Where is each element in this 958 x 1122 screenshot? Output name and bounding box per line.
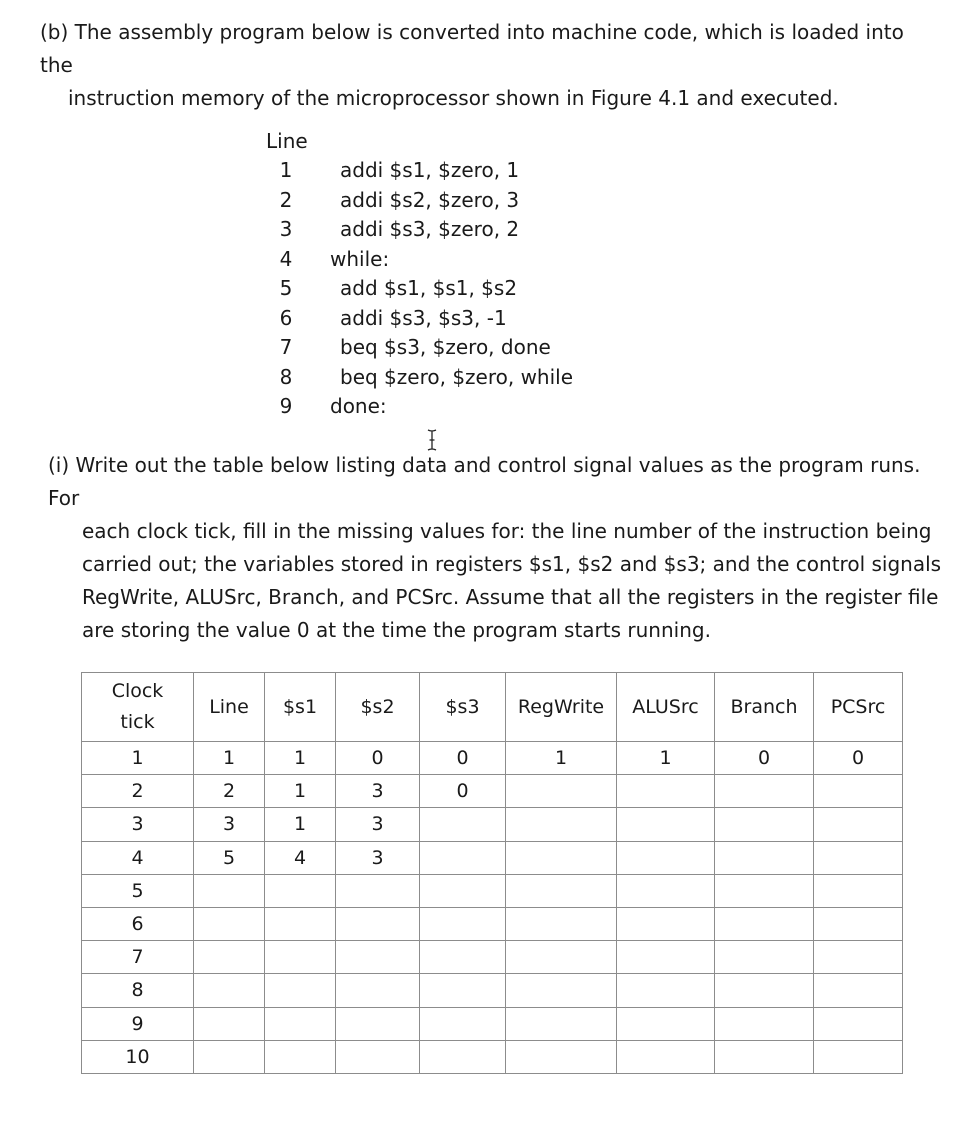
header-s3: $s3 <box>420 673 506 742</box>
cell-clock-tick: 6 <box>82 907 194 940</box>
cell-s1: 1 <box>265 808 336 841</box>
cell-s3 <box>420 1040 506 1073</box>
cell-regwrite <box>506 808 617 841</box>
cell-clock-tick: 1 <box>82 742 194 775</box>
cell-pcsrc <box>814 808 903 841</box>
cell-alusrc <box>617 907 715 940</box>
cell-alusrc <box>617 841 715 874</box>
cell-alusrc <box>617 1040 715 1073</box>
header-clock-tick: Clock tick <box>82 673 194 742</box>
cell-pcsrc <box>814 907 903 940</box>
header-line: Line <box>194 673 265 742</box>
question-i-line-5: are storing the value 0 at the time the program starts running. <box>82 618 711 642</box>
cell-pcsrc <box>814 1007 903 1040</box>
program-label: done: <box>330 394 387 418</box>
cell-s1 <box>265 874 336 907</box>
cell-s1 <box>265 907 336 940</box>
program-line-number: 1 <box>279 158 293 182</box>
cell-s3 <box>420 907 506 940</box>
cell-branch <box>715 941 814 974</box>
cell-s1: 4 <box>265 841 336 874</box>
cell-clock-tick: 4 <box>82 841 194 874</box>
program-line-number: 5 <box>279 276 293 300</box>
program-instruction: beq $zero, $zero, while <box>340 364 574 389</box>
cell-regwrite <box>506 941 617 974</box>
table-row <box>82 742 903 775</box>
question-i-line-2: each clock tick, fill in the missing values for: the line number of the instruction being <box>82 519 932 543</box>
cell-regwrite <box>506 775 617 808</box>
cell-alusrc <box>617 775 715 808</box>
table-row <box>82 974 903 1007</box>
header-regwrite: RegWrite <box>506 673 617 742</box>
cell-pcsrc <box>814 841 903 874</box>
program-instruction: addi $s1, $zero, 1 <box>340 158 520 182</box>
cell-branch <box>715 874 814 907</box>
cell-s2 <box>336 941 420 974</box>
cell-pcsrc: 0 <box>814 742 903 775</box>
cell-line: 1 <box>194 742 265 775</box>
program-line-number: 6 <box>279 305 293 330</box>
cell-s3 <box>420 974 506 1007</box>
header-s2: $s2 <box>336 673 420 742</box>
program-line-number: 2 <box>279 187 293 212</box>
program-instruction: addi $s3, $s3, -1 <box>340 305 507 330</box>
cell-line: 5 <box>194 841 265 874</box>
cell-s3 <box>420 841 506 874</box>
cell-s1 <box>265 1007 336 1040</box>
cell-clock-tick: 3 <box>82 808 194 841</box>
cell-s3 <box>420 874 506 907</box>
cell-alusrc <box>617 941 715 974</box>
cell-regwrite <box>506 974 617 1007</box>
program-line-number: 9 <box>279 394 293 418</box>
cell-s3 <box>420 941 506 974</box>
question-i-line-3: carried out; the variables stored in registers $s1, $s2 and $s3; and the control signals <box>82 552 942 576</box>
table-row <box>82 808 903 841</box>
table-row <box>82 1007 903 1040</box>
cell-s2 <box>336 874 420 907</box>
cell-regwrite <box>506 874 617 907</box>
cell-line: 2 <box>194 775 265 808</box>
cell-alusrc: 1 <box>617 742 715 775</box>
cell-clock-tick: 9 <box>82 1007 194 1040</box>
cell-s2: 3 <box>336 775 420 808</box>
table-row <box>82 841 903 874</box>
question-b-line-1: (b) The assembly program below is converted into machine code, which is loaded into the <box>40 20 904 77</box>
program-label: while: <box>330 246 390 271</box>
cell-s2 <box>336 907 420 940</box>
question-i-text <box>48 449 948 647</box>
cell-regwrite: 1 <box>506 742 617 775</box>
cell-s2 <box>336 974 420 1007</box>
cell-pcsrc <box>814 974 903 1007</box>
cell-line <box>194 1007 265 1040</box>
table-body <box>82 742 903 1074</box>
cell-branch <box>715 1007 814 1040</box>
cell-alusrc <box>617 1007 715 1040</box>
cell-line <box>194 874 265 907</box>
cell-clock-tick: 7 <box>82 941 194 974</box>
table-row <box>82 941 903 974</box>
text-cursor-icon <box>425 429 439 451</box>
cell-clock-tick: 10 <box>82 1040 194 1073</box>
cell-regwrite <box>506 841 617 874</box>
header-s1: $s1 <box>265 673 336 742</box>
cell-s3 <box>420 1007 506 1040</box>
cell-clock-tick: 8 <box>82 974 194 1007</box>
cell-line <box>194 941 265 974</box>
cell-regwrite <box>506 1040 617 1073</box>
cell-clock-tick: 2 <box>82 775 194 808</box>
cell-line <box>194 1040 265 1073</box>
cell-s1 <box>265 1040 336 1073</box>
program-line-header: Line <box>266 129 308 153</box>
cell-alusrc <box>617 808 715 841</box>
program-instruction: addi $s3, $zero, 2 <box>340 217 520 241</box>
cell-clock-tick: 5 <box>82 874 194 907</box>
cell-s3 <box>420 808 506 841</box>
table-row <box>82 874 903 907</box>
cell-s2: 3 <box>336 808 420 841</box>
program-line-number: 4 <box>279 246 293 271</box>
header-pcsrc: PCSrc <box>814 673 903 742</box>
header-branch: Branch <box>715 673 814 742</box>
cell-pcsrc <box>814 1040 903 1073</box>
cell-branch <box>715 974 814 1007</box>
cell-s1 <box>265 941 336 974</box>
cell-s1: 1 <box>265 742 336 775</box>
cell-s1: 1 <box>265 775 336 808</box>
cell-branch <box>715 1040 814 1073</box>
cell-s2: 0 <box>336 742 420 775</box>
cell-pcsrc <box>814 941 903 974</box>
cell-branch <box>715 841 814 874</box>
program-line-number: 7 <box>279 335 293 359</box>
header-alusrc: ALUSrc <box>617 673 715 742</box>
program-line-number: 8 <box>279 364 293 389</box>
cell-branch <box>715 907 814 940</box>
question-i-line-4: RegWrite, ALUSrc, Branch, and PCSrc. Assume that all the registers in the register file <box>82 585 939 609</box>
cell-s2 <box>336 1040 420 1073</box>
cell-pcsrc <box>814 775 903 808</box>
cell-branch <box>715 808 814 841</box>
cell-regwrite <box>506 907 617 940</box>
cell-line: 3 <box>194 808 265 841</box>
question-i-line-1: (i) Write out the table below listing data and control signal values as the program runs. For <box>48 453 921 510</box>
cell-branch <box>715 775 814 808</box>
table-row <box>82 775 903 808</box>
cell-branch: 0 <box>715 742 814 775</box>
cell-line <box>194 907 265 940</box>
question-b-text <box>40 16 940 115</box>
cell-s2: 3 <box>336 841 420 874</box>
cell-s3: 0 <box>420 742 506 775</box>
table-row <box>82 907 903 940</box>
cell-line <box>194 974 265 1007</box>
execution-trace-table <box>81 672 903 1074</box>
program-line-number: 3 <box>279 217 293 241</box>
table-row <box>82 1040 903 1073</box>
cell-s2 <box>336 1007 420 1040</box>
cell-s3: 0 <box>420 775 506 808</box>
question-b-line-2: instruction memory of the microprocessor shown in Figure 4.1 and executed. <box>68 86 839 110</box>
cell-s1 <box>265 974 336 1007</box>
program-instruction: addi $s2, $zero, 3 <box>340 187 520 212</box>
cell-pcsrc <box>814 874 903 907</box>
cell-regwrite <box>506 1007 617 1040</box>
program-instruction: add $s1, $s1, $s2 <box>340 276 518 300</box>
program-instruction: beq $s3, $zero, done <box>340 335 551 359</box>
cell-alusrc <box>617 874 715 907</box>
cell-alusrc <box>617 974 715 1007</box>
table-header-row <box>82 673 903 742</box>
